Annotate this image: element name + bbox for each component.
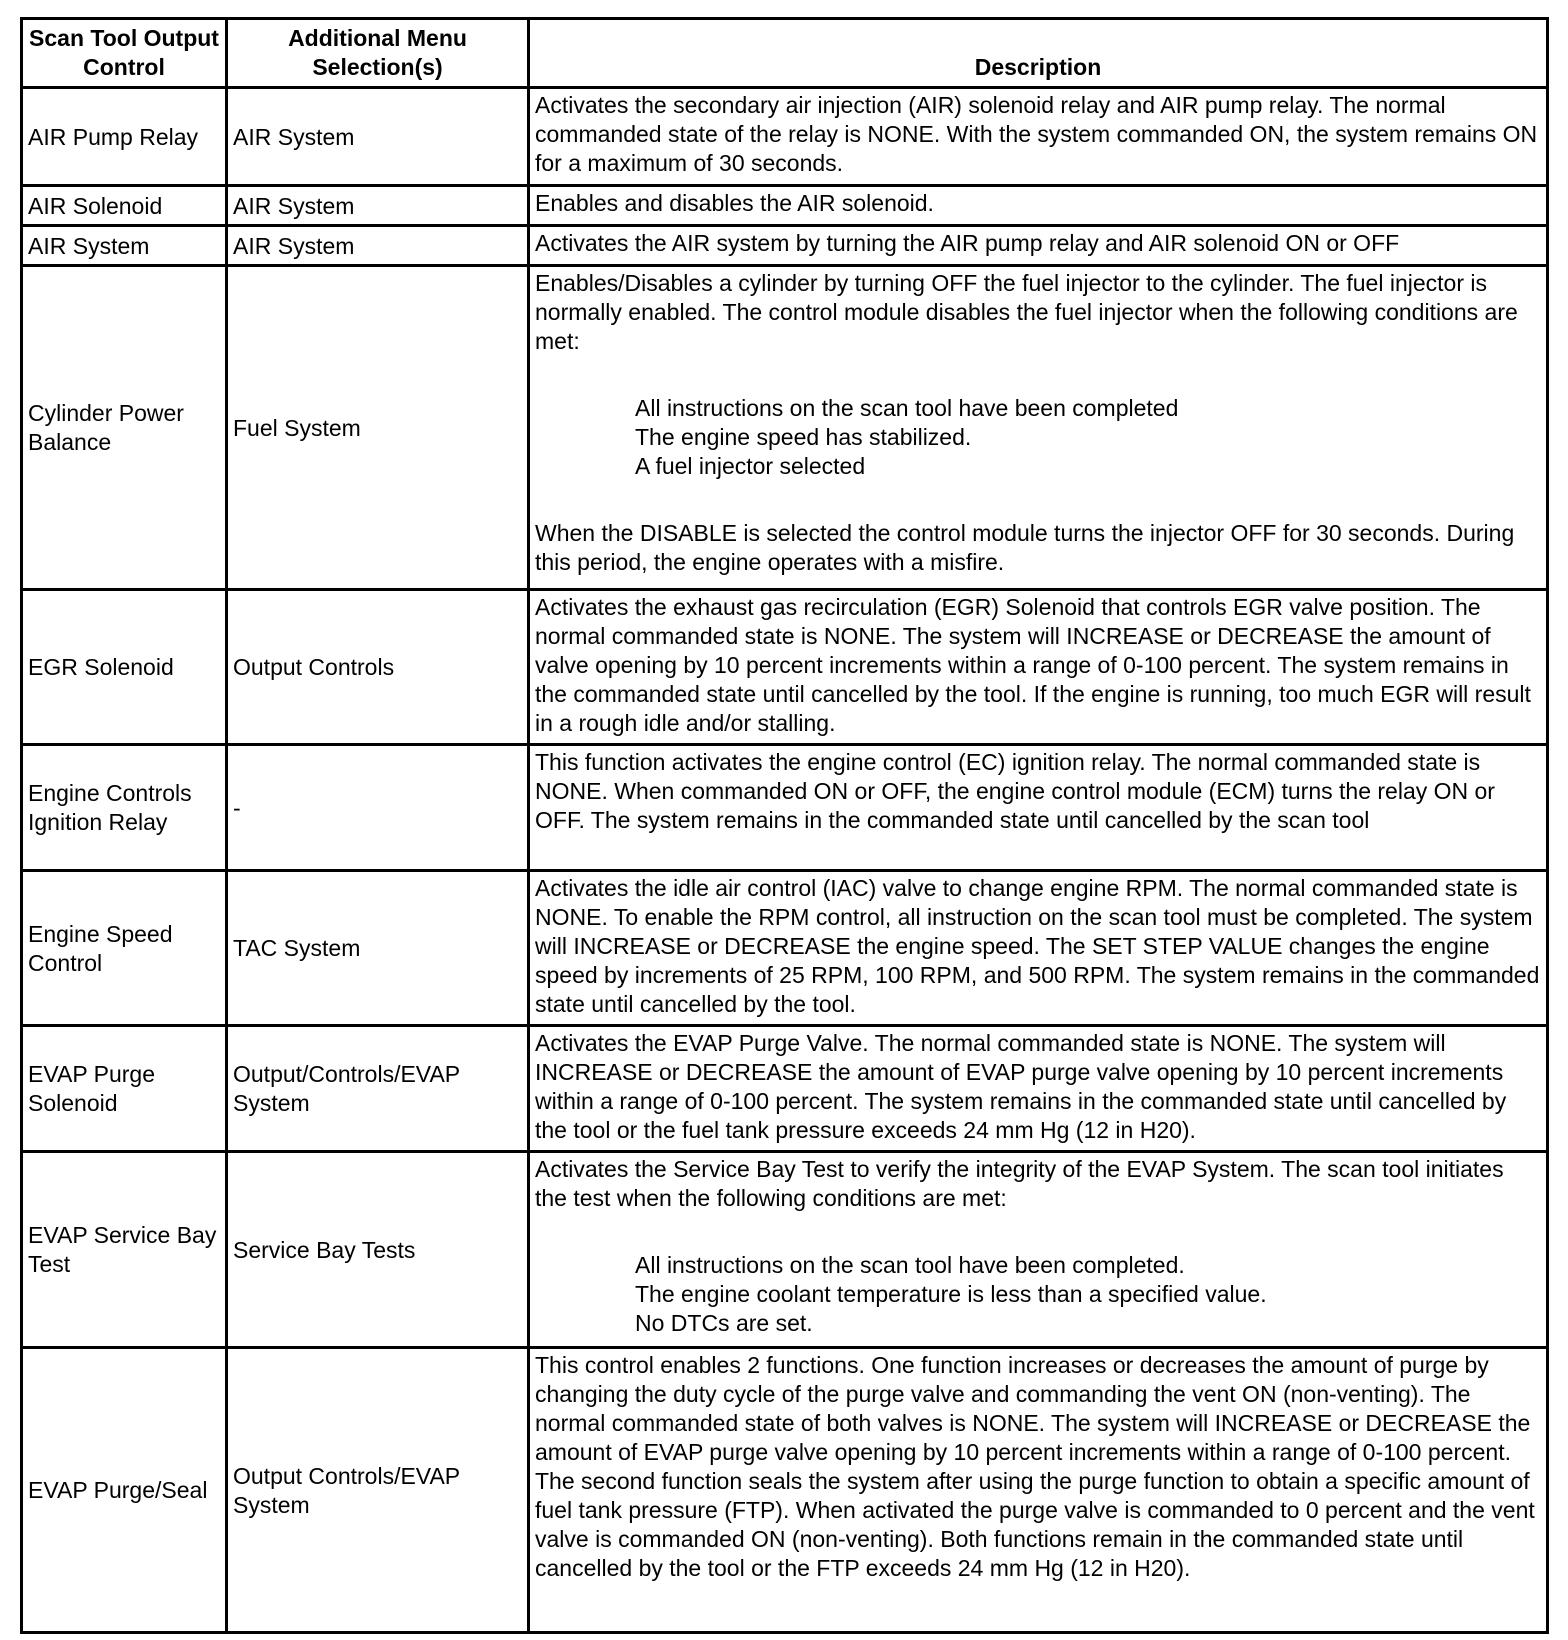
table-row: [22, 745, 1548, 871]
menu-cell: -: [227, 745, 529, 871]
menu-cell: AIR System: [227, 226, 529, 266]
description-text: Activates the secondary air injection (AIR) solenoid relay and AIR pump relay. The normal commanded state of the relay is NONE. With the system commanded ON, the system remains ON for a maximum of 30 seconds.: [535, 92, 1538, 176]
description-text: Activates the Service Bay Test to verify the integrity of the EVAP System. The scan tool initiates the test when the following conditions are met:: [535, 1156, 1504, 1211]
description-text: When the DISABLE is selected the control module turns the injector OFF for 30 seconds. During this period, the engine operates with a misfire.: [535, 520, 1515, 575]
condition-item: All instructions on the scan tool have been completed: [635, 395, 1179, 421]
output-controls-table: [20, 17, 1549, 1634]
description-cell: [529, 88, 1548, 186]
menu-cell: Output Controls/EVAP System: [227, 1348, 529, 1633]
header-scan-tool-output-control: Scan Tool Output Control: [22, 19, 227, 88]
control-cell: AIR System: [22, 226, 227, 266]
description-cell: [529, 1152, 1548, 1348]
table-row: [22, 1026, 1548, 1152]
description-text: Activates the exhaust gas recirculation (EGR) Solenoid that controls EGR valve position. The normal commanded state is NONE. The system will INCREASE or DECREASE the amount of valve opening by 10 percent increments within a range of 0-100 percent. The system remains in the commanded state until cancelled by the tool. If the engine is running, too much EGR will result in a rough idle and/or stalling.: [535, 594, 1531, 736]
table-row: [22, 266, 1548, 590]
description-cell: [529, 1348, 1548, 1633]
control-cell: AIR Solenoid: [22, 186, 227, 226]
menu-cell: Fuel System: [227, 266, 529, 590]
table-row: [22, 871, 1548, 1026]
conditions-list: [535, 394, 1541, 481]
control-cell: AIR Pump Relay: [22, 88, 227, 186]
menu-cell: Service Bay Tests: [227, 1152, 529, 1348]
conditions-list: [535, 1251, 1541, 1338]
condition-item: The engine speed has stabilized.: [635, 424, 972, 450]
condition-item: A fuel injector selected: [635, 453, 866, 479]
description-text: Enables and disables the AIR solenoid.: [535, 190, 934, 216]
description-cell: [529, 1026, 1548, 1152]
description-cell: [529, 590, 1548, 745]
description-text: This function activates the engine control (EC) ignition relay. The normal commanded state is NONE. When commanded ON or OFF, the engine control module (ECM) turns the relay ON or OFF. The system remains in the commanded state until cancelled by the scan tool: [535, 749, 1495, 833]
control-cell: Engine Controls Ignition Relay: [22, 745, 227, 871]
table-row: [22, 1348, 1548, 1633]
table-row: [22, 1152, 1548, 1348]
header-description: Description: [529, 19, 1548, 88]
table-row: [22, 186, 1548, 226]
description-text: Activates the EVAP Purge Valve. The normal commanded state is NONE. The system will INCREASE or DECREASE the amount of EVAP purge valve opening by 10 percent increments within a range of 0-100 percent. The system remains in the commanded state until cancelled by the tool or the fuel tank pressure exceeds 24 mm Hg (12 in H20).: [535, 1030, 1507, 1143]
menu-cell: Output Controls: [227, 590, 529, 745]
control-cell: Cylinder Power Balance: [22, 266, 227, 590]
table-row: [22, 590, 1548, 745]
control-cell: EGR Solenoid: [22, 590, 227, 745]
description-cell: [529, 266, 1548, 590]
table-row: [22, 88, 1548, 186]
description-cell: [529, 226, 1548, 266]
description-text: Activates the AIR system by turning the AIR pump relay and AIR solenoid ON or OFF: [535, 230, 1400, 256]
description-text: Enables/Disables a cylinder by turning OFF the fuel injector to the cylinder. The fuel injector is normally enabled. The control module disables the fuel injector when the following conditions are met:: [535, 270, 1518, 354]
description-cell: [529, 745, 1548, 871]
menu-cell: AIR System: [227, 186, 529, 226]
header-row: [22, 19, 1548, 88]
table-row: [22, 226, 1548, 266]
description-text: Activates the idle air control (IAC) valve to change engine RPM. The normal commanded state is NONE. To enable the RPM control, all instruction on the scan tool must be completed. The system will INCREASE or DECREASE the engine speed. The SET STEP VALUE changes the engine speed by increments of 25 RPM, 100 RPM, and 500 RPM. The system remains in the commanded state until cancelled by the tool.: [535, 875, 1540, 1017]
header-additional-menu-selections: Additional Menu Selection(s): [227, 19, 529, 88]
menu-cell: AIR System: [227, 88, 529, 186]
control-cell: EVAP Purge/Seal: [22, 1348, 227, 1633]
condition-item: The engine coolant temperature is less than a specified value.: [635, 1281, 1267, 1307]
menu-cell: Output/Controls/EVAP System: [227, 1026, 529, 1152]
description-cell: [529, 871, 1548, 1026]
menu-cell: TAC System: [227, 871, 529, 1026]
condition-item: No DTCs are set.: [635, 1310, 813, 1336]
description-cell: [529, 186, 1548, 226]
control-cell: Engine Speed Control: [22, 871, 227, 1026]
control-cell: EVAP Service Bay Test: [22, 1152, 227, 1348]
condition-item: All instructions on the scan tool have been completed.: [635, 1252, 1185, 1278]
control-cell: EVAP Purge Solenoid: [22, 1026, 227, 1152]
description-text: This control enables 2 functions. One function increases or decreases the amount of purge by changing the duty cycle of the purge valve and commanding the vent ON (non-venting). The normal commanded state of both valves is NONE. The system will INCREASE or DECREASE the amount of EVAP purge valve opening by 10 percent increments within a range of 0-100 percent. The second function seals the system after using the purge function to obtain a specific amount of fuel tank pressure (FTP). When activated the purge valve is commanded to 0 percent and the vent valve is commanded ON (non-venting). Both functions remain in the commanded state until cancelled by the tool or the FTP exceeds 24 mm Hg (12 in H20).: [535, 1352, 1535, 1581]
